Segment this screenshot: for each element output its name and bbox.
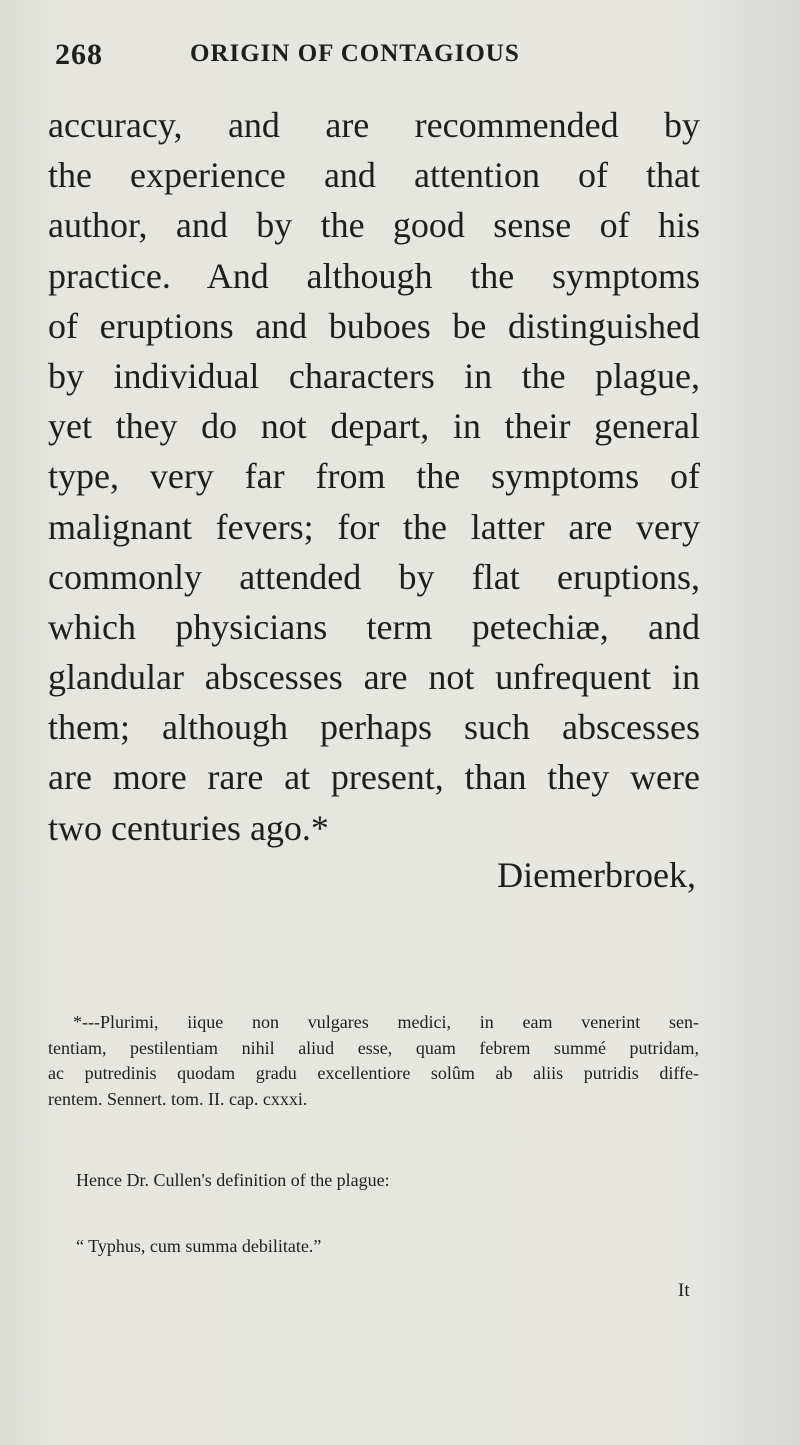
footnote: [48, 1010, 699, 1112]
body-line: by individual characters in the plague,: [48, 355, 700, 396]
body-line: malignant fevers; for the latter are very: [48, 506, 700, 547]
running-title: ORIGIN OF CONTAGIOUS: [190, 40, 520, 67]
footnote-line: rentem. Sennert. tom. II. cap. cxxxi.: [48, 1088, 308, 1109]
body-line: commonly attended by flat eruptions,: [48, 556, 700, 597]
page-header: [55, 38, 755, 78]
body-text: [48, 100, 700, 853]
body-line: yet they do not depart, in their general: [48, 406, 700, 447]
body-line: author, and by the good sense of his: [48, 205, 700, 246]
page-number: 268: [55, 38, 103, 71]
footnote-line: tentiam, pestilentiam nihil aliud esse, quam febrem summé putridam,: [48, 1037, 699, 1058]
note-line: Hence Dr. Cullen's definition of the plague:: [76, 1170, 390, 1190]
body-line: type, very far from the symptoms of: [48, 456, 700, 497]
body-line: the experience and attention of that: [48, 155, 700, 196]
body-line: practice. And although the symptoms: [48, 255, 700, 296]
body-line: are more rare at present, than they were: [48, 757, 700, 798]
footnote-line: *---Plurimi, iique non vulgares medici, in eam venerint sen-: [73, 1012, 699, 1032]
bottom-catchword: It: [678, 1280, 690, 1301]
body-line: two centuries ago.*: [48, 807, 329, 848]
footnote-line: ac putredinis quodam gradu excellentiore solûm ab aliis putridis diffe-: [48, 1063, 699, 1083]
catchword: Diemerbroek,: [497, 855, 696, 895]
body-line: glandular abscesses are not unfrequent in: [48, 657, 700, 698]
body-line: accuracy, and are recommended by: [48, 105, 700, 145]
body-line: them; although perhaps such abscesses: [48, 707, 700, 748]
body-line: which physicians term petechiæ, and: [48, 606, 700, 647]
body-line: of eruptions and buboes be distinguished: [48, 305, 700, 346]
quote-line: “ Typhus, cum summa debilitate.”: [76, 1236, 322, 1256]
